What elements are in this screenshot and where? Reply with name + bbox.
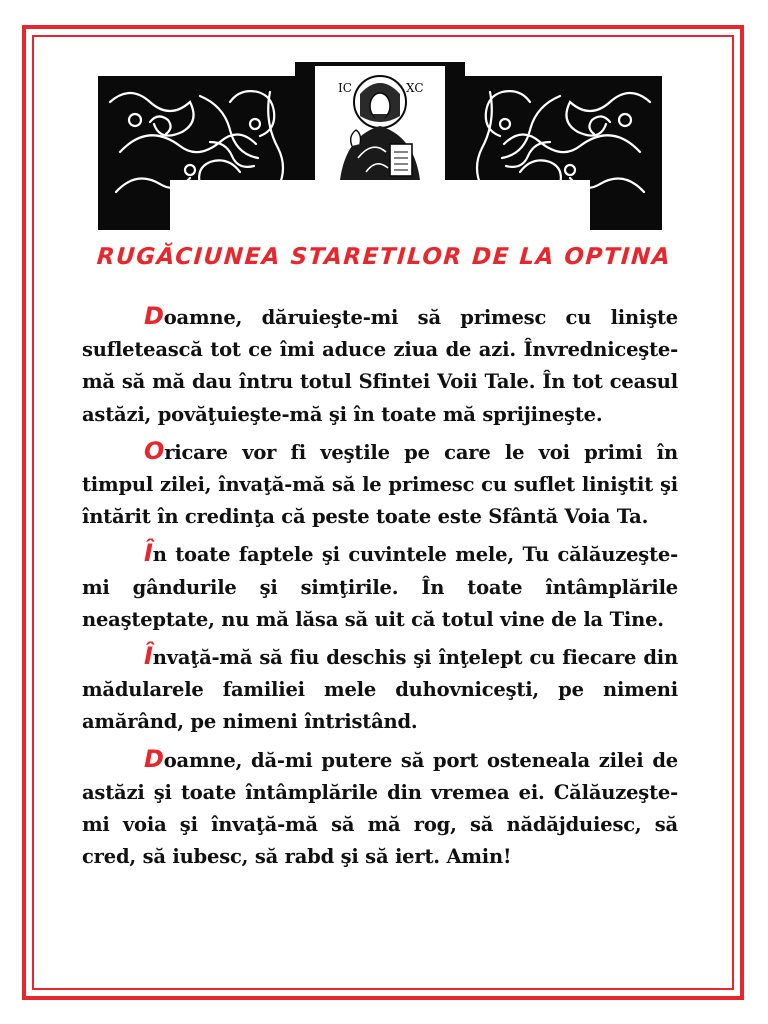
christ-icon-header-illustration xyxy=(90,62,670,238)
paragraph-text: oamne, dăruieşte-mi să primesc cu linişte sufletească tot ce îmi aduce ziua de azi. Învredniceşte-mă să mă dau întru totul Sfintei Voii Tale. În tot ceasul astăzi, povăţuieşte-mă şi în toate mă sprijineşte. xyxy=(82,306,678,426)
paragraph-text: n toate faptele şi cuvintele mele, Tu călăuzeşte-mi gândurile şi simţirile. În toate întâmplările neaşteptate, nu mă lăsa să uit că totul vine de la Tine. xyxy=(82,543,678,631)
prayer-body xyxy=(82,300,678,877)
drop-initial: O xyxy=(144,436,165,465)
drop-initial: Î xyxy=(144,539,153,568)
drop-initial: D xyxy=(144,744,164,773)
paragraph-4 xyxy=(82,640,678,739)
paragraph-3 xyxy=(82,537,678,636)
paragraph-1 xyxy=(82,300,678,431)
paragraph-5 xyxy=(82,743,678,874)
icon-left-label: IC xyxy=(338,81,352,95)
paragraph-text: nvaţă-mă să fiu deschis şi înţelept cu fiecare din mădularele familiei mele duhovniceşti, pe nimeni amărând, pe nimeni întristând. xyxy=(82,646,678,734)
paragraph-text: ricare vor fi veştile pe care le voi primi în timpul zilei, învaţă-mă să le primesc cu suflet liniştit şi întărit în credinţa că peste toate este Sfântă Voia Ta. xyxy=(82,440,678,529)
icon-right-label: XC xyxy=(406,81,424,95)
paragraph-text: oamne, dă-mi putere să port osteneala zilei de astăzi şi toate întâmplările din vremea ei. Călăuzeşte-mi voia şi învaţă-mă să mă rog, să nădăjduiesc, să cred, să iubesc, să rabd şi să iert. Amin! xyxy=(82,748,678,869)
prayer-title: RUGĂCIUNEA STARETILOR DE LA OPTINA xyxy=(95,244,673,270)
drop-initial: D xyxy=(144,302,164,330)
drop-initial: Î xyxy=(144,642,153,671)
paragraph-2 xyxy=(82,435,678,534)
